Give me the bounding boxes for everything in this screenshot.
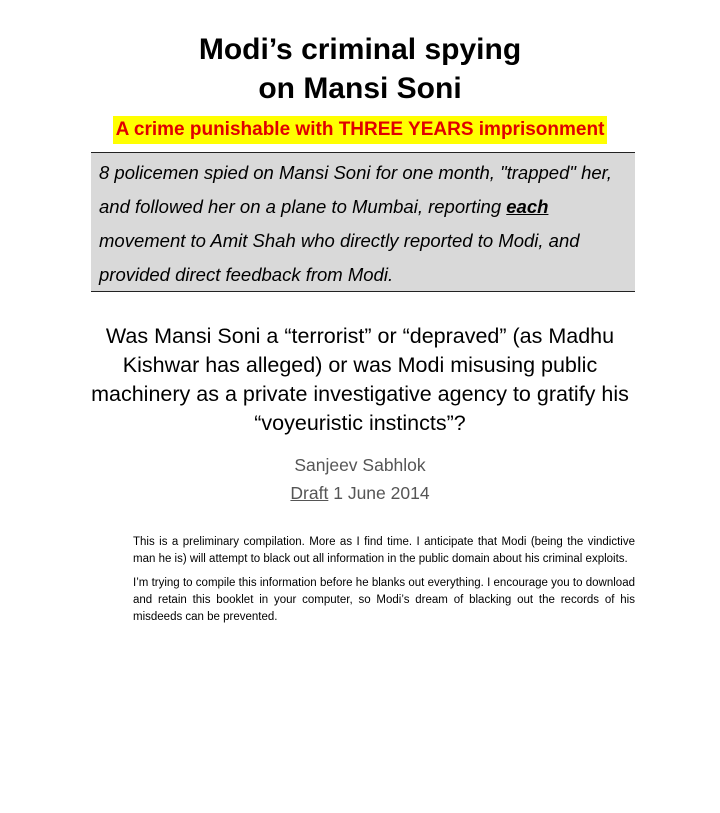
draft-date: 1 June 2014 [333, 483, 430, 503]
title-line-1: Modi’s criminal spying [198, 33, 522, 66]
summary-text-start: 8 policemen spied on Mansi Soni for one month, "trapped" her, and followed her on a plane to Mumbai, reporting [99, 162, 612, 217]
page-title [0, 30, 720, 108]
draft-date-line [0, 479, 720, 507]
author-name: Sanjeev Sabhlok [294, 455, 426, 475]
note-paragraph: I’m trying to compile this information before he blanks out everything. I encourage you to download and retain this booklet in your computer, so Modi’s dream of blacking out the records of his misdeeds can be prevented. [133, 577, 635, 623]
summary-emphasis: each [506, 196, 549, 217]
summary-box [91, 152, 635, 292]
summary-text-end: movement to Amit Shah who directly reported to Modi, and provided direct feedback from Modi. [99, 230, 580, 285]
notes-section [133, 534, 635, 633]
author-block [0, 451, 720, 507]
central-question: Was Mansi Soni a “terrorist” or “depraved” (as Madhu Kishwar has alleged) or was Modi misusing public machinery as a private investigative agency to gratify his “voyeuristic instincts”? [91, 324, 629, 435]
draft-label: Draft [290, 483, 329, 503]
subtitle-container [0, 116, 720, 144]
note-paragraph: This is a preliminary compilation. More as I find time. I anticipate that Modi (being the vindictive man he is) will attempt to black out all information in the public domain about his criminal exploits. [133, 536, 635, 565]
title-line-2: on Mansi Soni [258, 72, 462, 105]
highlighted-subtitle: A crime punishable with THREE YEARS imprisonment [113, 116, 608, 144]
